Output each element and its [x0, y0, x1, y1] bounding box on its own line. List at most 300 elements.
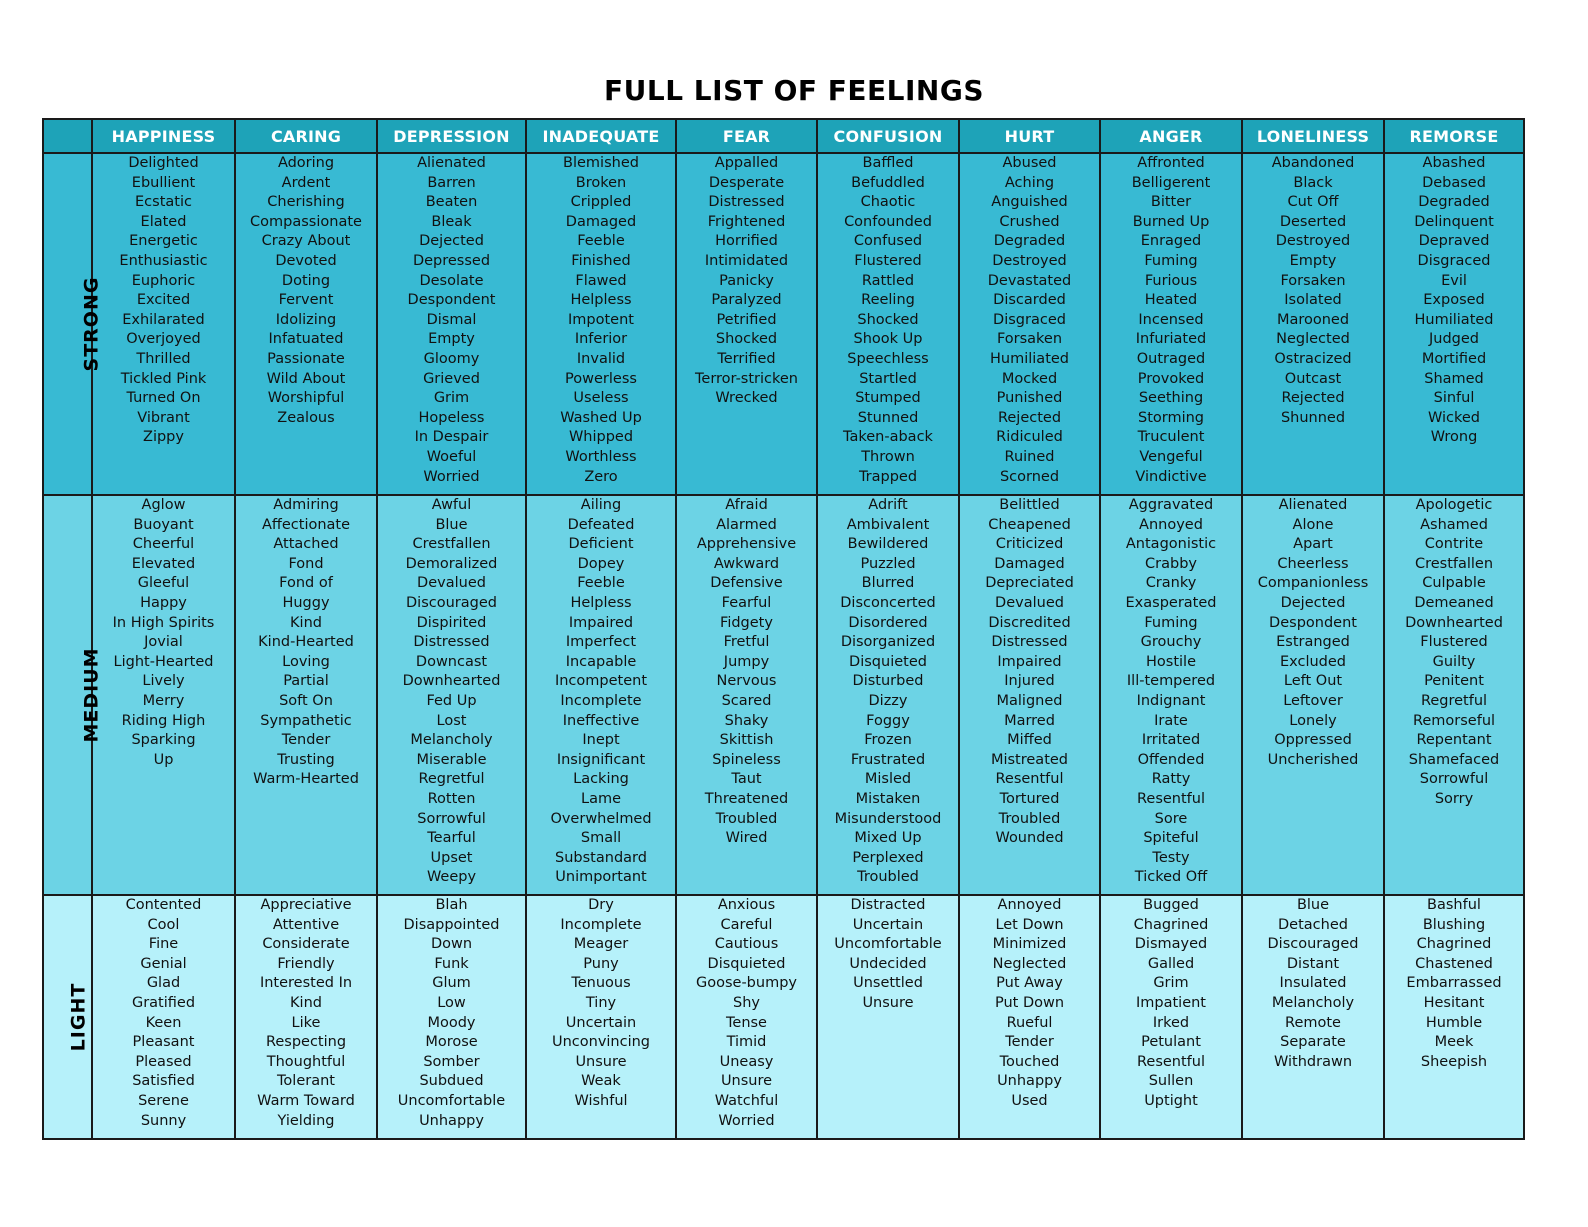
- feeling-word: Black: [1293, 174, 1333, 191]
- feeling-word: Fuming: [1144, 252, 1198, 269]
- feeling-word: Disgraced: [993, 311, 1066, 328]
- feeling-word: Distressed: [708, 194, 785, 211]
- column-header-happiness: HAPPINESS: [92, 119, 235, 153]
- feeling-cell-hurt: [959, 495, 1100, 895]
- feeling-word: Incapable: [565, 653, 637, 670]
- feeling-word: Impotent: [568, 311, 634, 328]
- feeling-word: Thrilled: [136, 350, 191, 367]
- feeling-word: Ashamed: [1420, 516, 1488, 533]
- feeling-word: Taut: [731, 771, 762, 788]
- feeling-word: Distressed: [991, 634, 1068, 651]
- feeling-word: Compassionate: [250, 213, 362, 230]
- feeling-word: Embarrassed: [1406, 975, 1502, 992]
- feeling-word: Glad: [146, 975, 181, 992]
- feeling-word: Troubled: [715, 810, 778, 827]
- feeling-word: Troubled: [998, 810, 1061, 827]
- feeling-word: Tearful: [427, 830, 476, 847]
- feeling-word: Devalued: [995, 594, 1064, 611]
- header-row: [43, 119, 1524, 153]
- feeling-word: Shy: [733, 994, 760, 1011]
- feeling-word: Destroyed: [1275, 233, 1351, 250]
- feeling-word: Abused: [1002, 155, 1057, 171]
- feeling-word: Criticized: [995, 536, 1064, 553]
- feeling-word: Weak: [581, 1073, 621, 1090]
- feeling-word: Rejected: [997, 409, 1062, 426]
- feeling-word: Passionate: [267, 350, 345, 367]
- feeling-word: Deserted: [1279, 213, 1347, 230]
- feeling-word: Stunned: [857, 409, 919, 426]
- feeling-word: Thrown: [861, 448, 915, 465]
- feeling-word: Tender: [281, 732, 331, 749]
- feeling-word: Estranged: [1276, 634, 1350, 651]
- feeling-word: Up: [153, 751, 174, 768]
- feeling-word: Warm Toward: [257, 1092, 355, 1109]
- feeling-word: Frustrated: [850, 751, 926, 768]
- feeling-cell-anger: [1100, 495, 1242, 895]
- feeling-word: Demoralized: [405, 555, 498, 572]
- feeling-word: Puzzled: [860, 555, 916, 572]
- feeling-word: Thoughtful: [266, 1053, 346, 1070]
- feeling-word: Alienated: [1278, 497, 1348, 513]
- feeling-word: Judged: [1429, 331, 1479, 348]
- feeling-word: Outraged: [1136, 350, 1206, 367]
- feeling-word: Pleased: [135, 1053, 192, 1070]
- feeling-word: Contrite: [1424, 536, 1484, 553]
- feeling-word: Tiny: [585, 994, 617, 1011]
- feeling-word: Horrified: [715, 233, 778, 250]
- feeling-word: Ecstatic: [135, 194, 192, 211]
- feeling-word: Lame: [580, 790, 621, 807]
- feeling-word: Appreciative: [260, 897, 352, 913]
- feeling-word: Unsettled: [853, 975, 923, 992]
- feeling-word: Partial: [283, 673, 329, 690]
- feeling-word: Reeling: [861, 292, 915, 309]
- feeling-word: Cranky: [1145, 575, 1197, 592]
- feeling-word: Tortured: [999, 790, 1060, 807]
- feeling-word: Resentful: [1136, 1053, 1206, 1070]
- feeling-word: Grieved: [423, 370, 480, 387]
- feeling-word: Tense: [726, 1014, 767, 1031]
- feeling-word: Goose-bumpy: [696, 975, 797, 992]
- feeling-cell-caring: [235, 495, 377, 895]
- feeling-word: Invalid: [576, 350, 626, 367]
- feeling-word: Evil: [1441, 272, 1467, 289]
- feeling-word: Morose: [425, 1034, 478, 1051]
- feeling-word: Cut Off: [1287, 194, 1339, 211]
- feeling-word: Incensed: [1138, 311, 1204, 328]
- feeling-word: Lacking: [573, 771, 629, 788]
- feeling-word: Beaten: [425, 194, 478, 211]
- feeling-cell-hurt: [959, 153, 1100, 495]
- feeling-word: Dopey: [577, 555, 625, 572]
- feeling-word: Cool: [147, 916, 180, 933]
- feeling-word: Friendly: [277, 955, 335, 972]
- feeling-word: Neglected: [1276, 331, 1350, 348]
- feeling-word: Irate: [1154, 712, 1188, 729]
- feeling-word: Inept: [582, 732, 620, 749]
- feeling-word: Panicky: [719, 272, 774, 289]
- feeling-word: Stumped: [855, 390, 921, 407]
- feeling-word: Wounded: [995, 830, 1064, 847]
- feeling-word: Chagrined: [1416, 936, 1492, 953]
- feeling-word: Crippled: [570, 194, 632, 211]
- feeling-word: Genial: [140, 955, 187, 972]
- feeling-word: Somber: [423, 1053, 480, 1070]
- feeling-word: Rejected: [1281, 390, 1345, 407]
- feeling-word: In Despair: [414, 429, 489, 446]
- feeling-word: Testy: [1152, 849, 1190, 866]
- feeling-cell-caring: [235, 153, 377, 495]
- feeling-word: Indignant: [1136, 692, 1206, 709]
- feeling-word: Fretful: [723, 634, 770, 651]
- feeling-word: Aglow: [141, 497, 186, 513]
- feeling-word: Speechless: [847, 350, 929, 367]
- feeling-word: Mixed Up: [854, 830, 922, 847]
- feeling-word: Attached: [273, 536, 339, 553]
- feeling-word: Put Away: [996, 975, 1063, 992]
- feeling-word: Low: [437, 994, 466, 1011]
- feeling-word: Tolerant: [277, 1073, 335, 1090]
- feeling-word: Despondent: [1269, 614, 1357, 631]
- feeling-cell-depression: [377, 153, 526, 495]
- feeling-word: Appalled: [714, 155, 779, 171]
- feeling-word: Petulant: [1141, 1034, 1201, 1051]
- feeling-cell-inadequate: [526, 895, 676, 1139]
- feeling-word: Seething: [1138, 390, 1204, 407]
- feeling-word: Soft On: [279, 692, 333, 709]
- feeling-word: Startled: [859, 370, 917, 387]
- feeling-word: Infuriated: [1135, 331, 1207, 348]
- feeling-word: Trusting: [277, 751, 335, 768]
- feeling-word: Threatened: [704, 790, 789, 807]
- feeling-word: Devoted: [275, 252, 337, 269]
- feeling-cell-loneliness: [1242, 895, 1384, 1139]
- feeling-word: Substandard: [555, 849, 647, 866]
- feeling-word: Devastated: [987, 272, 1072, 289]
- feeling-word: Blue: [435, 516, 468, 533]
- feeling-word: Exasperated: [1125, 594, 1217, 611]
- feeling-word: Uncherished: [1267, 751, 1359, 768]
- row-label: STRONG: [80, 276, 103, 372]
- feeling-word: Impaired: [568, 614, 634, 631]
- feeling-word: Distant: [1286, 955, 1340, 972]
- feeling-word: Bleak: [431, 213, 472, 230]
- feeling-word: Flawed: [575, 272, 627, 289]
- feeling-word: Put Down: [994, 994, 1065, 1011]
- column-header-hurt: HURT: [959, 119, 1100, 153]
- feeling-word: Intimidated: [704, 252, 789, 269]
- feeling-word: Provoked: [1137, 370, 1205, 387]
- feeling-word: Burned Up: [1132, 213, 1210, 230]
- feeling-word: Destroyed: [992, 252, 1067, 269]
- feeling-cell-happiness: [92, 153, 235, 495]
- feeling-word: Gleeful: [137, 575, 190, 592]
- feeling-word: Ineffective: [562, 712, 640, 729]
- feeling-word: Separate: [1280, 1034, 1346, 1051]
- feeling-word: Dismal: [426, 311, 477, 328]
- feeling-word: Ostracized: [1274, 350, 1352, 367]
- feeling-word: Kind: [290, 614, 322, 631]
- feeling-word: Loving: [282, 653, 330, 670]
- feeling-word: Awkward: [713, 555, 780, 572]
- feeling-word: Inferior: [574, 331, 628, 348]
- feeling-word: Incomplete: [560, 692, 642, 709]
- feeling-word: Kind: [290, 994, 322, 1011]
- feeling-cell-hurt: [959, 895, 1100, 1139]
- feeling-word: Exposed: [1423, 292, 1485, 309]
- feeling-word: Enthusiastic: [119, 252, 208, 269]
- feeling-word: Let Down: [995, 916, 1064, 933]
- feeling-word: Miffed: [1007, 732, 1052, 749]
- feeling-word: Wild About: [266, 370, 346, 387]
- feeling-word: Grim: [1153, 975, 1189, 992]
- feeling-word: Cherishing: [267, 194, 345, 211]
- feeling-word: Fond: [288, 555, 324, 572]
- feeling-word: Euphoric: [131, 272, 196, 289]
- feeling-word: Cheapened: [988, 516, 1071, 533]
- feeling-word: Frozen: [864, 732, 912, 749]
- feeling-word: Satisfied: [132, 1073, 195, 1090]
- feeling-word: Attentive: [272, 916, 340, 933]
- feeling-word: Discarded: [993, 292, 1066, 309]
- feeling-word: Afraid: [725, 497, 768, 513]
- feeling-word: Deficient: [568, 536, 634, 553]
- feeling-cell-loneliness: [1242, 495, 1384, 895]
- feeling-word: Confounded: [844, 213, 932, 230]
- feeling-word: Ratty: [1151, 771, 1191, 788]
- feeling-word: Blue: [1296, 897, 1330, 913]
- feeling-cell-happiness: [92, 895, 235, 1139]
- feeling-word: Fine: [148, 936, 179, 953]
- feeling-word: Melancholy: [410, 732, 493, 749]
- feeling-word: Uneasy: [719, 1053, 774, 1070]
- feeling-word: Uncertain: [565, 1014, 637, 1031]
- feeling-word: Sparking: [131, 732, 196, 749]
- column-header-fear: FEAR: [676, 119, 817, 153]
- feeling-cell-caring: [235, 895, 377, 1139]
- feeling-word: Scared: [721, 692, 772, 709]
- row-label-cell: [43, 895, 92, 1139]
- feeling-word: Wired: [725, 830, 768, 847]
- feeling-word: Detached: [1278, 916, 1348, 933]
- feeling-word: Powerless: [565, 370, 637, 387]
- feeling-cell-loneliness: [1242, 153, 1384, 495]
- feeling-word: Hopeless: [418, 409, 485, 426]
- feeling-word: Damaged: [565, 213, 637, 230]
- feeling-word: Dry: [588, 897, 614, 913]
- feeling-word: Undecided: [849, 955, 927, 972]
- feeling-word: Cautious: [714, 936, 779, 953]
- feeling-word: Defensive: [710, 575, 783, 592]
- feeling-word: Chagrined: [1133, 916, 1209, 933]
- feeling-word: Annoyed: [1139, 516, 1203, 533]
- feeling-word: Rotten: [427, 790, 476, 807]
- feeling-word: Fearful: [721, 594, 772, 611]
- feeling-word: Respecting: [265, 1034, 347, 1051]
- feeling-word: Helpless: [570, 292, 632, 309]
- feeling-word: Distressed: [413, 634, 490, 651]
- feeling-word: Ill-tempered: [1126, 673, 1216, 690]
- feeling-word: Ambivalent: [846, 516, 930, 533]
- feeling-word: Shocked: [715, 331, 778, 348]
- intensity-row-strong: [43, 153, 1524, 495]
- feeling-word: Delighted: [128, 155, 199, 171]
- feeling-word: Considerate: [262, 936, 350, 953]
- feeling-word: Humiliated: [1414, 311, 1494, 328]
- feeling-word: Affectionate: [261, 516, 351, 533]
- feeling-word: Discredited: [988, 614, 1071, 631]
- feeling-word: Blushing: [1422, 916, 1486, 933]
- feeling-word: Ailing: [580, 497, 622, 513]
- feeling-word: Chastened: [1415, 955, 1493, 972]
- column-header-loneliness: LONELINESS: [1242, 119, 1384, 153]
- feeling-word: Fed Up: [426, 692, 477, 709]
- feeling-word: In High Spirits: [112, 614, 215, 631]
- feeling-word: Uncomfortable: [397, 1092, 506, 1109]
- feeling-word: Feeble: [577, 575, 625, 592]
- feeling-word: Lonely: [1289, 712, 1337, 729]
- feeling-word: Unhappy: [419, 1112, 484, 1129]
- feeling-word: Light-Hearted: [113, 653, 214, 670]
- feeling-word: Downhearted: [1405, 614, 1503, 631]
- feeling-word: Overjoyed: [126, 331, 201, 348]
- feeling-word: Wrong: [1430, 429, 1478, 446]
- feeling-word: Imperfect: [565, 634, 637, 651]
- feeling-cell-remorse: [1384, 495, 1524, 895]
- feeling-word: Culpable: [1422, 575, 1486, 592]
- feeling-word: Penitent: [1424, 673, 1484, 690]
- feeling-cell-depression: [377, 495, 526, 895]
- feeling-word: Outcast: [1284, 370, 1342, 387]
- feeling-word: Crabby: [1145, 555, 1197, 572]
- feeling-word: Punished: [996, 390, 1063, 407]
- feeling-word: Puny: [583, 955, 619, 972]
- feeling-word: Uncomfortable: [834, 936, 942, 953]
- feeling-word: Unsure: [720, 1073, 773, 1090]
- feeling-word: Excluded: [1279, 653, 1346, 670]
- feeling-word: Buoyant: [133, 516, 194, 533]
- feeling-word: Incomplete: [560, 916, 642, 933]
- feeling-word: Trapped: [858, 468, 918, 485]
- feeling-word: Worried: [423, 468, 480, 485]
- feeling-word: Grouchy: [1140, 634, 1202, 651]
- feeling-word: Anguished: [991, 194, 1068, 211]
- feeling-word: Depressed: [412, 252, 491, 269]
- feeling-word: Sympathetic: [260, 712, 352, 729]
- feeling-word: Disconcerted: [840, 594, 936, 611]
- column-header-remorse: REMORSE: [1384, 119, 1524, 153]
- feeling-word: Shamed: [1424, 370, 1484, 387]
- feeling-word: Upset: [430, 849, 473, 866]
- feeling-word: Small: [580, 830, 622, 847]
- feeling-word: Resentful: [1136, 790, 1206, 807]
- feeling-word: Irked: [1152, 1014, 1190, 1031]
- feeling-word: Huggy: [282, 594, 330, 611]
- feeling-word: Desolate: [419, 272, 484, 289]
- row-label: LIGHT: [67, 982, 90, 1052]
- feeling-word: Marred: [1004, 712, 1055, 729]
- feeling-word: Disturbed: [852, 673, 924, 690]
- feeling-word: Ebullient: [131, 174, 196, 191]
- feeling-word: Hesitant: [1423, 994, 1485, 1011]
- feeling-word: Contented: [125, 897, 202, 913]
- feeling-word: Defeated: [567, 516, 635, 533]
- feeling-word: Melancholy: [1271, 994, 1355, 1011]
- feeling-word: Mortified: [1421, 350, 1487, 367]
- feeling-word: Terror-stricken: [695, 370, 798, 387]
- feeling-word: Unsure: [862, 994, 914, 1011]
- feeling-word: Grim: [433, 390, 470, 407]
- feeling-word: Impatient: [1135, 994, 1206, 1011]
- feeling-word: Adrift: [868, 497, 908, 513]
- feeling-word: Cheerful: [132, 536, 195, 553]
- feeling-word: Unsure: [575, 1053, 627, 1070]
- feeling-word: Bugged: [1143, 897, 1199, 913]
- feeling-word: Worshipful: [267, 390, 345, 407]
- feeling-word: Sullen: [1148, 1073, 1194, 1090]
- feeling-word: Apart: [1293, 536, 1333, 553]
- feeling-word: Elated: [140, 213, 187, 230]
- feeling-word: Energetic: [129, 233, 198, 250]
- column-header-anger: ANGER: [1100, 119, 1242, 153]
- feeling-word: Fuming: [1144, 614, 1198, 631]
- feeling-word: Heated: [1144, 292, 1198, 309]
- feeling-word: Moody: [427, 1014, 476, 1031]
- feeling-cell-depression: [377, 895, 526, 1139]
- feeling-word: Keen: [145, 1014, 182, 1031]
- feeling-word: Unconvincing: [551, 1034, 651, 1051]
- feeling-word: Kind-Hearted: [258, 634, 354, 651]
- feeling-word: Sorry: [1434, 790, 1474, 807]
- feeling-word: Rueful: [1006, 1014, 1053, 1031]
- feeling-word: Washed Up: [560, 409, 642, 426]
- feeling-word: Galled: [1147, 955, 1195, 972]
- feeling-cell-fear: [676, 895, 817, 1139]
- feeling-word: Bashful: [1427, 897, 1481, 913]
- feeling-word: Lively: [142, 673, 185, 690]
- feeling-word: Spiteful: [1143, 830, 1199, 847]
- feeling-word: Riding High: [121, 712, 206, 729]
- feeling-word: Sore: [1154, 810, 1188, 827]
- feeling-word: Blah: [435, 897, 468, 913]
- feeling-word: Dejected: [419, 233, 484, 250]
- feeling-word: Foggy: [866, 712, 910, 729]
- feeling-word: Maligned: [996, 692, 1063, 709]
- feeling-cell-fear: [676, 153, 817, 495]
- feeling-cell-anger: [1100, 895, 1242, 1139]
- feeling-word: Withdrawn: [1273, 1053, 1353, 1070]
- feeling-word: Oppressed: [1274, 732, 1352, 749]
- feeling-word: Sorrowful: [1419, 771, 1489, 788]
- feeling-word: Ticked Off: [1134, 869, 1208, 886]
- feeling-word: Baffled: [862, 155, 914, 171]
- feeling-word: Abandoned: [1271, 155, 1355, 171]
- feeling-word: Despondent: [407, 292, 496, 309]
- feeling-word: Remorseful: [1412, 712, 1496, 729]
- column-header-inadequate: INADEQUATE: [526, 119, 676, 153]
- feeling-cell-fear: [676, 495, 817, 895]
- feeling-word: Depreciated: [985, 575, 1074, 592]
- feeling-word: Helpless: [570, 594, 632, 611]
- feeling-word: Shook Up: [853, 331, 923, 348]
- feeling-word: Forsaken: [1280, 272, 1346, 289]
- feeling-word: Watchful: [714, 1092, 779, 1109]
- feeling-word: Overwhelmed: [550, 810, 652, 827]
- feeling-word: Unimportant: [555, 869, 647, 886]
- feeling-word: Depraved: [1418, 233, 1490, 250]
- feeling-word: Hostile: [1146, 653, 1196, 670]
- feeling-word: Alienated: [417, 155, 486, 171]
